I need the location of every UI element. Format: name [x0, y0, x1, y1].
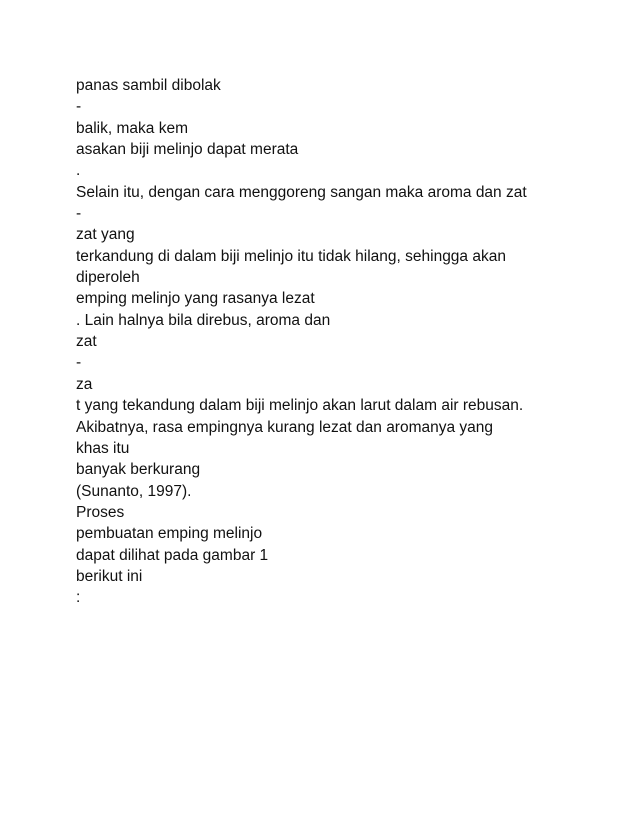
text-line: - [76, 354, 82, 372]
text-line: balik, maka kem [76, 119, 188, 137]
text-line: khas itu [76, 439, 130, 457]
text-line: berikut ini [76, 567, 143, 585]
text-line: asakan biji melinjo dapat merata [76, 141, 299, 159]
text-line: Akibatnya, rasa empingnya kurang lezat dan aromanya yang [76, 418, 494, 436]
text-line: terkandung di dalam biji melinjo itu tidak hilang, sehingga akan [76, 247, 506, 265]
body-text [76, 75, 576, 609]
text-line: diperoleh [76, 269, 140, 287]
text-line: pembuatan emping melinjo [76, 525, 263, 543]
text-line: zat [76, 333, 97, 351]
text-line: za [76, 375, 93, 393]
text-line: . Lain halnya bila direbus, aroma dan [76, 311, 331, 329]
text-line: . [76, 162, 81, 180]
citation: (Sunanto, 1997). [76, 482, 192, 500]
text-line: Selain itu, dengan cara menggoreng sangan maka aroma dan zat [76, 183, 527, 201]
text-line: : [76, 589, 81, 607]
text-line: - [76, 205, 82, 223]
text-line: emping melinjo yang rasanya lezat [76, 290, 315, 308]
text-line: t yang tekandung dalam biji melinjo akan larut dalam air rebusan. [76, 397, 524, 415]
text-line: Proses [76, 503, 125, 521]
text-line: dapat dilihat pada gambar 1 [76, 546, 269, 564]
text-line: banyak berkurang [76, 461, 201, 479]
text-line: - [76, 98, 82, 116]
text-line: panas sambil dibolak [76, 77, 221, 94]
text-line: zat yang [76, 226, 135, 244]
